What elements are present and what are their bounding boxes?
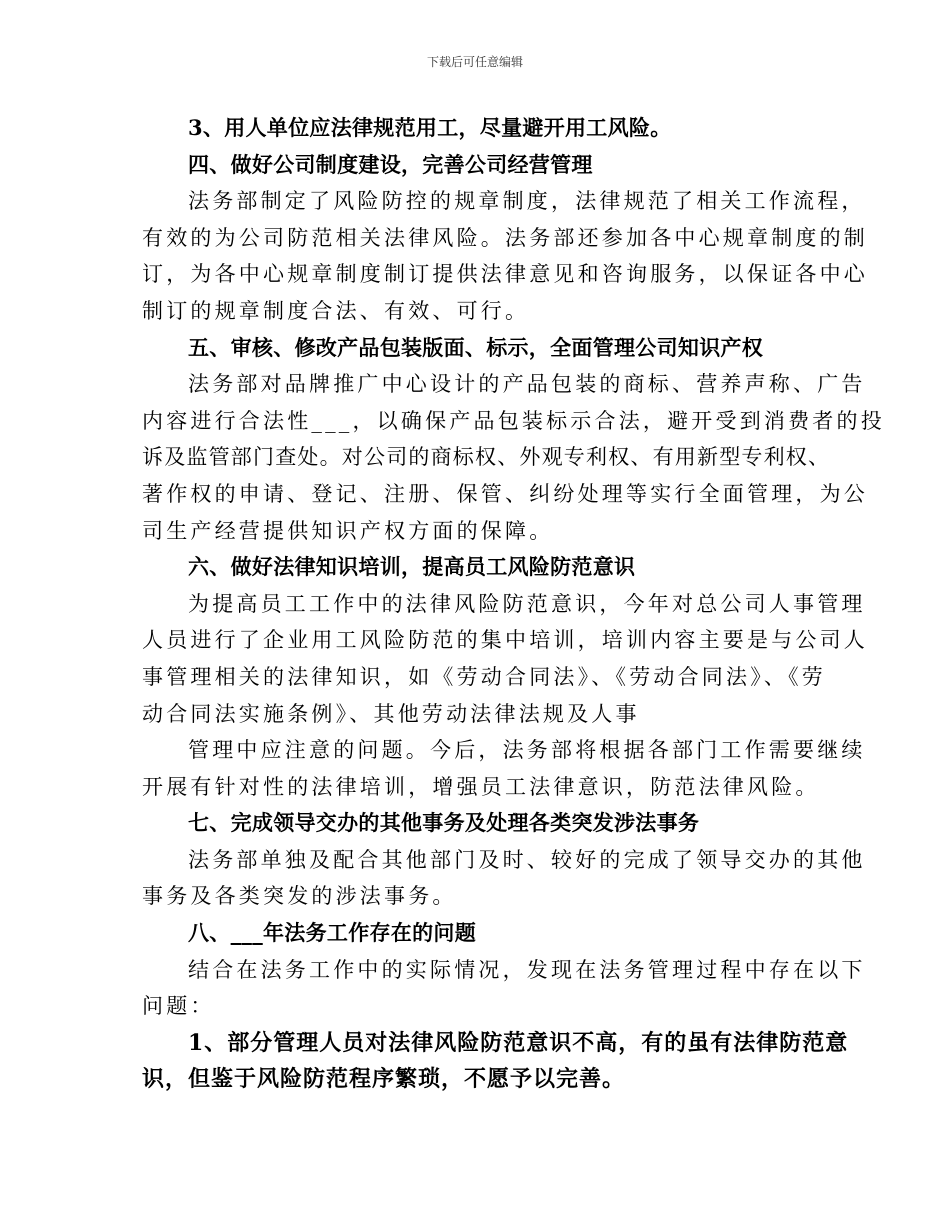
issue-1-line: 识，但鉴于风险防范程序繁琐，不愿予以完善。: [142, 1066, 626, 1093]
document-body: [142, 110, 885, 1098]
subitem-3-line: 3、用人单位应法律规范用工，尽量避开用工风险。: [188, 115, 672, 140]
paragraph-line: 动合同法实施条例》、其他劳动法律法规及人事: [142, 701, 640, 726]
paragraph-line: 问题：: [142, 994, 215, 1019]
paragraph-line: 为提高员工工作中的法律风险防范意识，今年对总公司人事管理: [188, 591, 866, 616]
paragraph-line: 事管理相关的法律知识，如《劳动合同法》、《劳动合同法》、《劳: [142, 664, 826, 689]
paragraph-line: 事务及各类突发的涉法事务。: [142, 884, 457, 909]
paragraph-line: 管理中应注意的问题。今后，法务部将根据各部门工作需要继续: [188, 738, 866, 763]
paragraph-line: 法务部制定了风险防控的规章制度，法律规范了相关工作流程，: [188, 189, 866, 214]
section-5-heading: 五、审核、修改产品包装版面、标示，全面管理公司知识产权: [188, 334, 764, 360]
paragraph-line: 有效的为公司防范相关法律风险。法务部还参加各中心规章制度的制: [142, 225, 868, 250]
section-7-heading: 七、完成领导交办的其他事务及处理各类突发涉法事务: [188, 810, 700, 836]
paragraph-line: 人员进行了企业用工风险防范的集中培训，培训内容主要是与公司人: [142, 628, 868, 653]
issue-1-line: 1、部分管理人员对法律风险防范意识不高，有的虽有法律防范意: [188, 1029, 849, 1056]
paragraph-line: 诉及监管部门查处。对公司的商标权、外观专利权、有用新型专利权、: [142, 445, 831, 470]
paragraph-line: 结合在法务工作中的实际情况，发现在法务管理过程中存在以下: [188, 957, 866, 982]
section-4-heading: 四、做好公司制度建设，完善公司经营管理: [188, 151, 593, 177]
paragraph-line: 订，为各中心规章制度制订提供法律意见和咨询服务，以保证各中心: [142, 262, 868, 287]
paragraph-line: 内容进行合法性___，以确保产品包装标示合法，避开受到消费者的投: [142, 408, 885, 433]
section-6-heading: 六、做好法律知识培训，提高员工风险防范意识: [188, 554, 636, 580]
paragraph-line: 著作权的申请、登记、注册、保管、纠纷处理等实行全面管理，为公: [142, 481, 868, 506]
paragraph-line: 制订的规章制度合法、有效、可行。: [142, 298, 530, 323]
page-header: 下载后可任意编辑: [426, 55, 523, 69]
section-8-heading: 八、___年法务工作存在的问题: [188, 920, 476, 946]
paragraph-line: 法务部对品牌推广中心设计的产品包装的商标、营养声称、广告: [188, 372, 866, 397]
paragraph-line: 司生产经营提供知识产权方面的保障。: [142, 518, 554, 543]
paragraph-line: 开展有针对性的法律培训，增强员工法律意识，防范法律风险。: [142, 774, 820, 799]
paragraph-line: 法务部单独及配合其他部门及时、较好的完成了领导交办的其他: [188, 847, 866, 872]
